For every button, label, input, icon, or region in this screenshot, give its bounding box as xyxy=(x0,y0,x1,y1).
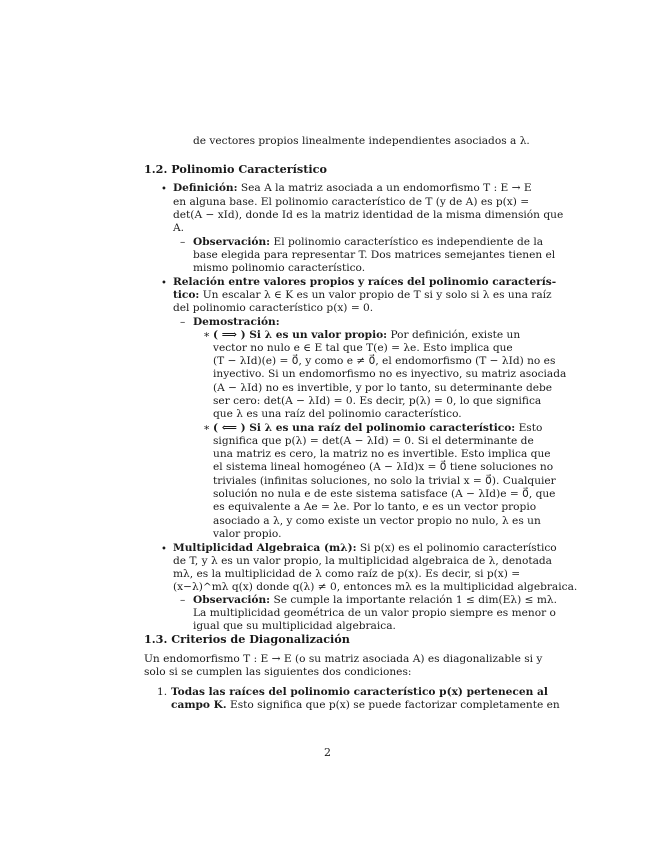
section-number: 1.3. xyxy=(144,632,168,646)
item1-head-2: campo K. xyxy=(171,699,227,711)
backward-line-7: es equivalente a Ae = λe. Por lo tanto, e es un vector propio xyxy=(213,501,537,513)
page-number: 2 xyxy=(324,746,331,759)
multiplicidad-line-1 xyxy=(173,542,557,555)
multiplicidad-label: Multiplicidad Algebraica (mλ): xyxy=(173,542,357,554)
criterios-line-2: solo si se cumplen las siguientes dos condiciones: xyxy=(144,666,412,678)
observacion-1-line-2: base elegida para representar T. Dos matrices semejantes tienen el xyxy=(193,249,556,261)
backward-line-2: significa que p(λ) = det(A − λId) = 0. Si el determinante de xyxy=(213,435,534,447)
backward-line-6: solución no nula e de este sistema satisface (A − λId)e = 0⃗, que xyxy=(213,488,556,500)
item1-rest: Esto significa que p(x) se puede factorizar completamente en xyxy=(229,699,560,711)
observacion-1-line-3: mismo polinomio característico. xyxy=(193,262,366,274)
backward-line-3: una matriz es cero, la matriz no es invertible. Esto implica que xyxy=(213,448,551,460)
asterisk-icon: ∗ xyxy=(203,329,211,341)
backward-line-1 xyxy=(213,422,542,435)
multiplicidad-line-3: mλ, es la multiplicidad de λ como raíz de p(x). Es decir, si p(x) = xyxy=(173,568,521,580)
definicion-line-2: en alguna base. El polinomio característico de T (y de A) es p(x) = xyxy=(173,196,530,208)
observacion-2-line-1 xyxy=(193,594,557,607)
backward-text: Esto xyxy=(518,422,543,434)
section-number: 1.2. xyxy=(144,162,168,176)
relacion-line-1 xyxy=(173,289,552,302)
definicion-text: Sea A la matriz asociada a un endomorfismo T : E → E xyxy=(240,182,532,194)
observacion-text: El polinomio característico es independiente de la xyxy=(273,236,544,248)
definicion-line-4: A. xyxy=(173,222,185,234)
forward-line-2: vector no nulo e ∈ E tal que T(e) = λe. Esto implica que xyxy=(213,342,513,354)
section-title: Polinomio Característico xyxy=(171,162,327,176)
backward-line-4: el sistema lineal homogéneo (A − λId)x = 0⃗ tiene soluciones no xyxy=(213,461,554,473)
bullet-icon: • xyxy=(161,184,167,195)
bullet-icon: • xyxy=(161,544,167,555)
backward-line-8: asociado a λ, y como existe un vector propio no nulo, λ es un xyxy=(213,515,541,527)
section-title: Criterios de Diagonalización xyxy=(171,632,350,646)
demostracion-label: Demostración: xyxy=(193,316,280,328)
forward-line-6: ser cero: det(A − λId) = 0. Es decir, p(λ) = 0, lo que significa xyxy=(213,395,542,407)
multiplicidad-line-2: de T, y λ es un valor propio, la multiplicidad algebraica de λ, denotada xyxy=(173,555,552,567)
multiplicidad-text: Si p(x) es el polinomio característico xyxy=(359,542,557,554)
definicion-label: Definición: xyxy=(173,182,238,194)
forward-head: ( ⟹ ) Si λ es un valor propio: xyxy=(213,329,388,341)
definicion-line-1 xyxy=(173,182,532,195)
criterios-line-1: Un endomorfismo T : E → E (o su matriz asociada A) es diagonalizable si y xyxy=(144,653,543,665)
forward-line-4: inyectivo. Si un endomorfismo no es inyectivo, su matriz asociada xyxy=(213,368,567,380)
item1-head-1: Todas las raíces del polinomio característico p(x) pertenecen al xyxy=(171,686,548,698)
observacion-label: Observación: xyxy=(193,236,271,248)
section-heading-1-3 xyxy=(144,632,350,646)
dash-icon: – xyxy=(180,236,186,248)
forward-line-3: (T − λId)(e) = 0⃗, y como e ≠ 0⃗, el endomorfismo (T − λId) no es xyxy=(213,355,556,367)
section-heading-1-2 xyxy=(144,162,327,176)
forward-line-1 xyxy=(213,329,520,342)
relacion-label-2: tico: xyxy=(173,289,200,301)
relacion-line-2: del polinomio característico p(x) = 0. xyxy=(173,302,374,314)
observacion-1-line-1 xyxy=(193,236,543,249)
relacion-label-1: Relación entre valores propios y raíces del polinomio caracterís- xyxy=(173,276,557,288)
asterisk-icon: ∗ xyxy=(203,422,211,434)
observacion-2-line-3: igual que su multiplicidad algebraica. xyxy=(193,620,396,632)
item-number: 1. xyxy=(157,686,168,698)
bullet-icon: • xyxy=(161,278,167,289)
backward-head: ( ⟸ ) Si λ es una raíz del polinomio característico: xyxy=(213,422,516,434)
dash-icon: – xyxy=(180,316,186,328)
forward-line-7: que λ es una raíz del polinomio característico. xyxy=(213,408,462,420)
relacion-text: Un escalar λ ∈ K es un valor propio de T si y solo si λ es una raíz xyxy=(202,289,552,301)
forward-line-5: (A − λId) no es invertible, y por lo tanto, su determinante debe xyxy=(213,382,553,394)
observacion-text: Se cumple la importante relación 1 ≤ dim(Eλ) ≤ mλ. xyxy=(273,594,557,606)
definicion-line-3: det(A − xId), donde Id es la matriz identidad de la misma dimensión que xyxy=(173,209,564,221)
observacion-2-line-2: La multiplicidad geométrica de un valor propio siempre es menor o xyxy=(193,607,556,619)
multiplicidad-line-4: (x−λ)^mλ q(x) donde q(λ) ≠ 0, entonces mλ es la multiplicidad algebraica. xyxy=(173,581,578,593)
forward-text: Por definición, existe un xyxy=(390,329,521,341)
backward-line-9: valor propio. xyxy=(213,528,282,540)
backward-line-5: triviales (infinitas soluciones, no solo la trivial x = 0⃗). Cualquier xyxy=(213,475,556,487)
item1-line-2 xyxy=(171,699,560,712)
intro-line: de vectores propios linealmente independientes asociados a λ. xyxy=(193,135,530,147)
dash-icon: – xyxy=(180,594,186,606)
observacion-label: Observación: xyxy=(193,594,271,606)
